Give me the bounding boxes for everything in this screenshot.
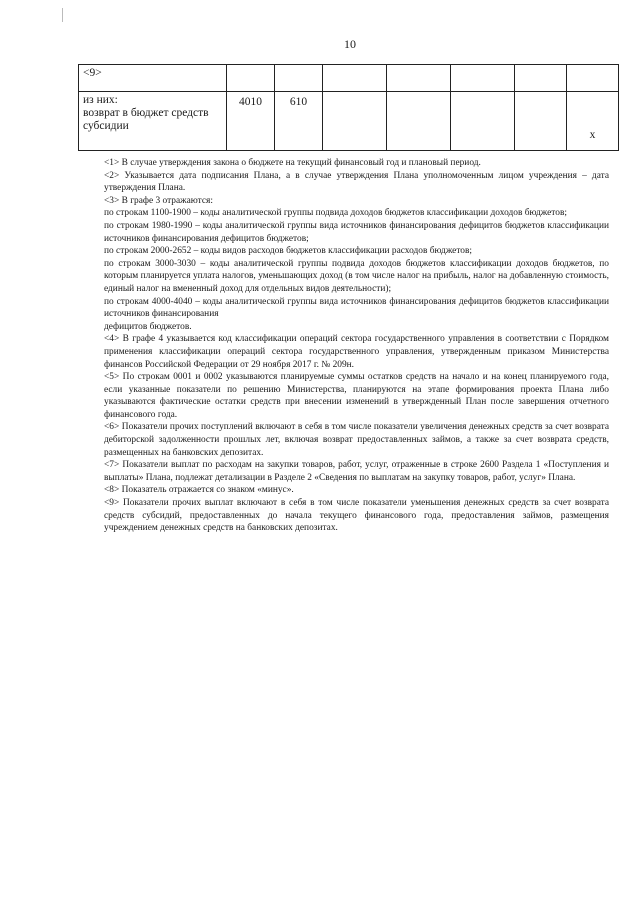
footnote: <5> По строкам 0001 и 0002 указываются планируемые суммы остатков средств на начало и на конец планируемого года, если указанные показатели по решению Министерства, планируются на этапе формирования проекта Плана либо указываются фактические остатки средств при внесении изменений в утвержденный План после завершения отчетного финансового года.	[104, 372, 609, 420]
table-row	[79, 65, 619, 92]
footnote: по строкам 1980-1990 – коды аналитической группы вида источников финансирования дефицитов бюджетов классификации источников финансирования дефицитов бюджетов;	[104, 220, 609, 244]
table-cell	[515, 65, 567, 92]
footnote: <7> Показатели выплат по расходам на закупки товаров, работ, услуг, отраженные в строке 2600 Раздела 1 «Поступления и выплаты» Плана, подлежат детализации в Разделе 2 «Сведения по выплатам на закупку товаров, работ, услуг» Плана.	[104, 460, 609, 483]
table-cell	[323, 92, 387, 151]
footnote: дефицитов бюджетов.	[104, 321, 192, 332]
table-cell	[451, 92, 515, 151]
table-cell	[567, 65, 619, 92]
table-cell	[323, 65, 387, 92]
table-cell	[515, 92, 567, 151]
row-label-line: возврат в бюджет средств	[83, 107, 209, 119]
kosgu-code-cell: 610	[275, 92, 323, 151]
table-cell	[387, 92, 451, 151]
footnote: по строкам 1100-1900 – коды аналитической группы подвида доходов бюджетов классификации доходов бюджетов;	[104, 208, 568, 219]
table-row	[79, 92, 619, 151]
footnotes	[104, 157, 609, 535]
footnote: по строкам 4000-4040 – коды аналитической группы вида источников финансирования дефицитов бюджетов классификации источников финансирования	[104, 296, 609, 320]
row-label-line: субсидии	[83, 120, 129, 132]
row-label	[79, 92, 227, 151]
table-cell	[227, 65, 275, 92]
row-code-cell: 4010	[227, 92, 275, 151]
page-number: 10	[344, 37, 356, 51]
table-cell	[387, 65, 451, 92]
table-cell	[275, 65, 323, 92]
footnote: <6> Показатели прочих поступлений включают в себя в том числе показатели увеличения денежных средств за счет возврата дебиторской задолженности прошлых лет, включая возврат предоставленных займов, а также за счет возврата средств, размещенных на банковских депозитах.	[104, 422, 609, 458]
row-label-line: из них:	[83, 94, 118, 106]
scan-margin-mark	[62, 8, 63, 22]
footnote: по строкам 2000-2652 – коды видов расходов бюджетов классификации расходов бюджетов;	[104, 246, 473, 257]
table-cell	[451, 65, 515, 92]
footnote: <9> Показатели прочих выплат включают в себя в том числе показатели уменьшения денежных средств за счет возврата средств субсидий, предоставленных до начала текущего финансового года, предоставления займов, размещения учреждением денежных средств на банковских депозитах.	[104, 498, 609, 534]
cross-mark-cell: x	[567, 92, 619, 151]
footnote: <8> Показатель отражается со знаком «минус».	[104, 485, 294, 496]
footnote: <4> В графе 4 указывается код классификации операций сектора государственного управления в соответствии с Порядком применения классификации операций сектора государственного управления, утвержденным приказом Министерства финансов Российской Федерации от 29 ноября 2017 г. № 209н.	[104, 334, 609, 370]
row-label: <9>	[79, 65, 227, 92]
footnote: <1> В случае утверждения закона о бюджете на текущий финансовый год и плановый период.	[104, 158, 481, 168]
footnote: <3> В графе 3 отражаются:	[104, 195, 213, 206]
footnote: по строкам 3000-3030 – коды аналитической группы подвида доходов бюджетов классификации доходов бюджетов, по которым планируется уплата налогов, уменьшающих доход (в том числе налог на прибыль, налог на добавленную стоимость, единый налог на вмененный доход для отдельных видов деятельности);	[104, 258, 609, 294]
finance-table	[78, 64, 619, 151]
footnote: <2> Указывается дата подписания Плана, а в случае утверждения Плана уполномоченным лицом учреждения – дата утверждения Плана.	[104, 170, 609, 194]
